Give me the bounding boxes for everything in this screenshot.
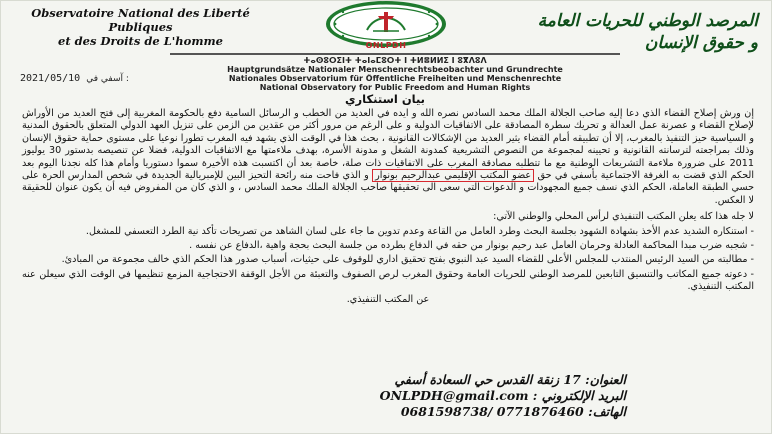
logo-text: ONLPDH [365,41,407,50]
lead-line: لا جله هذا كله يعلن المكتب التنفيذي لرأس المحلي والوطني الآتي: [493,211,754,223]
point-2: - شجبه ضرب مبدا المحاكمة العادلة وحرمان العامل عبد رحيم بونوار من حقه في الدفاع بطرده من جلسة البحث بحجة واهية ،الدفاع عن نفسه . [189,240,754,252]
footer-address: العنوان: 17 زنقة القدس حي السعادة أسفي [394,372,626,387]
contact-footer [216,372,626,420]
closing-line: عن المكتب التنفيذي. [346,293,430,305]
intro-paragraph [22,108,754,207]
header-rule [170,53,620,55]
intro-text: إن ورش إصلاح القضاء الذي دعا إليه صاحب الجلالة الملك محمد السادس نصره الله و ايده في العديد من الخطب و الرسائل السامية دفع بالحكومة المغربية إلى فتح العديد من الأوراش لإصلاح القضاء و عصرنة عمل العدالة و تحريك سطرة المصادقة على الاتفاقيات الدولية و على الرغم من مرور أكثر من عقدين من الزمن على تنزيل العهد الدولي المتعلق بالحقوق المدنية و السياسية حيز التنفيذ بالمغرب، إلا أن تطبيقه أمام القضاء يثير العديد من الإشكالات القانونية ، بحث هذا في الوقت الذي يشهد فيه المغرب تطورا نوعيا على مستوى حماية حقوق الإنسان وذلك بمراجعته لترسانته القانونية و تحيينه لمجموعة من النصوص التشريعية كمدونة الشغل و مدونة الأسرة، بهدف ملاءمتها مع الاتفاقيات الدولية، فضلا عن تنصيصه بدستور 30 يوليوز 2011 على ضرورة ملاءمة التشريعات الوطنية مع ما تتطلبه مصادقة المغرب على الاتفاقيات ذات صلة، خاصة بعد أن اكتسبت هذه الأخيرة سموا دستوريا وأمام هذا كله نجدنا اليوم بعد الحكم الذي قضت به الغرفة الاجتماعية بأسفي في حق [22,108,754,182]
org-name-french-line1: Observatoire National des Liberté Publiques [31,6,250,34]
point-4: - دعوته جميع المكاتب والتنسيق التابعين للمرصد الوطني للحريات العامة وحقوق المغرب لرص الصفوف والتعبئة من الأجل الوقفة الاحتجاجية المزمع تنظيمها في الوقت الذي سيعلن عنه المكتب التنفيذي. [22,268,754,293]
point-3: - مطالبته من السيد الرئيس المنتدب للمجلس الأعلى للقضاء السيد عبد النبوي بفتح تحقيق اداري للوقوف على حيثيات، أسباب صدور هذا الحكم الذي خالف مجموعة من المبادئ. [61,254,754,266]
date-value: 2021/05/10 [20,73,81,84]
org-name-arabic-line1: المرصد الوطني للحريات العامة [537,11,758,31]
org-name-arabic [498,10,758,54]
org-name-arabic-line2: و حقوق الإنسان [644,33,758,53]
multilingual-name-band [170,53,620,92]
band-line-english: National Observatory for Public Freedom and Human Rights [259,83,531,92]
highlighted-name: عضو المكتب الإقليمي عبدالرحيم بونوار [372,169,534,182]
statement-body [22,108,754,306]
band-line-2: Hauptgrundsätze Nationaler Menschenrechtsbeobachter und Grundrechte [227,65,563,74]
intro-end-text: و الذي فاحت منه رائحة التحيز البين للإمبريالية الجديدة في شخص المدارس الحرة على حسي الطبقة العاملة، الحكم الذي نسف جميع المجهودات و الدعوات التي سعى الى تحقيقها صاحب الجلالة الملك محمد السادس ، و الذي كان من المفروض فيه أن يكون عنوان للحقيقة لا العكس. [22,170,754,206]
band-line-tifinagh: ⵜⴰⵙⵓⵔⵉⵏⵜ ⵜⴰⵏⴰⵎⵓⵔⵜ ⵏ ⵜⵍⴻⵍⵍⵉ ⵏ ⵓⴳⴷⵓⴷ [303,56,487,65]
date-label: آسفي في : [86,74,129,84]
footer-email: البريد الإلكتروني : ONLPDH@gmail.com [379,388,626,403]
statement-title: بيان استنكاري [345,92,425,106]
band-line-3: Nationales Observatorium für Öffentliche Freiheiten und Menschenrechte [228,74,562,83]
point-1: - استنكاره الشديد عدم الأخذ بشهادة الشهود بجلسة البحث وطرد العامل من القاعة وعدم تدوين ما جاء على لسان الشاهد من تصريحات تأكد نية الطرد التعسفي للمشغل. [85,225,754,237]
org-name-french-line2: et des Droits de L'homme [58,34,223,48]
document-date [20,73,129,84]
org-name-french [8,6,273,48]
footer-phone: الهاتف: 0771876460 /0681598738 [400,404,626,419]
